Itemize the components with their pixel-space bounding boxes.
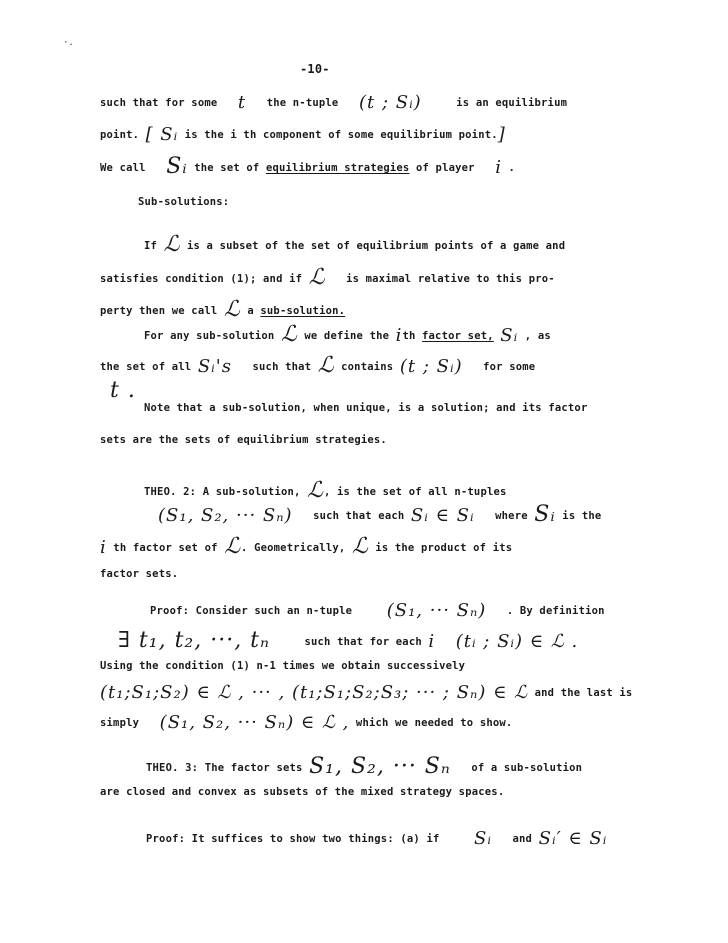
text-line xyxy=(158,502,601,527)
text-run: point. xyxy=(100,129,140,141)
text-run: where xyxy=(495,510,528,522)
script-l-symbol: ℒ xyxy=(307,478,324,503)
text-run: which we needed to show. xyxy=(355,717,513,729)
text-run: a xyxy=(247,305,254,317)
handwritten-symbol: Sᵢ xyxy=(500,325,519,346)
text-run: If xyxy=(144,240,158,252)
handwritten-symbol: (S₁, S₂, ··· Sₙ) xyxy=(158,505,293,526)
text-run: is a subset of the set of equilibrium points of a game and xyxy=(186,240,566,252)
script-l-symbol: ℒ xyxy=(351,534,369,559)
text-run: th factor set of xyxy=(113,542,218,554)
text-run: is the xyxy=(184,129,224,141)
handwritten-symbol: (S₁, S₂, ··· Sₙ) ∈ ℒ , xyxy=(159,712,350,733)
text-line: Using the condition (1) n-1 times we obtain successively xyxy=(100,660,466,672)
text-line xyxy=(146,828,607,849)
handwritten-symbol: i xyxy=(395,325,403,346)
handwritten-symbol: Sᵢ xyxy=(160,124,179,145)
text-line xyxy=(144,232,565,257)
text-run: contains xyxy=(341,361,394,373)
section-heading: Sub-solutions: xyxy=(138,196,230,208)
script-l-symbol: ℒ xyxy=(224,534,242,559)
handwritten-symbol: (t₁;S₁;S₂) ∈ ℒ , ··· , (t₁;S₁;S₂;S₃; ··· ; Sₙ) ∈ ℒ xyxy=(100,682,529,703)
text-run: simply xyxy=(100,717,140,729)
text-line xyxy=(100,124,506,145)
text-run: and the last is xyxy=(534,687,633,699)
text-line xyxy=(100,297,345,322)
text-run: . Geometrically, xyxy=(241,542,346,554)
text-run: the set of xyxy=(194,162,260,174)
text-run: perty then we call xyxy=(100,305,218,317)
theorem-label: THEO. 3: xyxy=(146,762,199,774)
text-run: It suffices to show two things: (a) if xyxy=(191,833,440,845)
text-run: A sub-solution, xyxy=(202,486,301,498)
handwritten-symbol: Sᵢ xyxy=(534,502,556,527)
handwritten-symbol: Sᵢ xyxy=(474,828,492,849)
text-run: the set of all xyxy=(100,361,192,373)
handwritten-symbol: Sᵢ′ ∈ Sᵢ xyxy=(538,828,608,849)
text-run: Consider such an n-tuple xyxy=(195,605,353,617)
text-run: is the xyxy=(562,510,602,522)
text-line xyxy=(110,378,136,403)
handwritten-symbol: i xyxy=(495,157,502,178)
script-l-symbol: ℒ xyxy=(280,322,298,347)
handwritten-symbol: Sᵢ's xyxy=(197,356,232,377)
text-run: is the product of its xyxy=(375,542,513,554)
proof-label: Proof: xyxy=(146,833,186,845)
text-line: sets are the sets of equilibrium strategies. xyxy=(100,434,387,446)
text-run: is an equilibrium xyxy=(456,97,568,109)
handwritten-symbol: t . xyxy=(110,378,136,403)
text-run: such that for some xyxy=(100,97,218,109)
handwritten-symbol: i xyxy=(100,537,107,558)
text-line xyxy=(144,478,507,503)
text-run: we define the xyxy=(304,330,390,342)
handwritten-symbol: S₁, S₂, ··· Sₙ xyxy=(309,754,451,779)
text-line: are closed and convex as subsets of the mixed strategy spaces. xyxy=(100,786,505,798)
text-line: Note that a sub-solution, when unique, is a solution; and its factor xyxy=(144,402,588,414)
theorem-label: THEO. 2: xyxy=(144,486,197,498)
text-run: for some xyxy=(483,361,536,373)
script-l-symbol: ℒ xyxy=(163,232,181,257)
text-run: i th component of some equilibrium point. xyxy=(230,129,498,141)
text-run: such that each xyxy=(313,510,405,522)
text-line xyxy=(100,534,512,559)
script-l-symbol: ℒ xyxy=(308,265,326,290)
handwritten-symbol: [ xyxy=(145,124,154,145)
text-run: For any sub-solution xyxy=(144,330,275,342)
text-run: the n-tuple xyxy=(266,97,339,109)
text-run: and xyxy=(512,833,533,845)
handwritten-symbol: i xyxy=(428,631,436,652)
handwritten-symbol: t xyxy=(237,92,247,113)
margin-mark: ·. xyxy=(63,38,74,48)
text-run: is maximal relative to this pro- xyxy=(346,273,555,285)
text-run: of player xyxy=(415,162,475,174)
handwritten-symbol: (S₁, ··· Sₙ) xyxy=(386,600,487,621)
script-l-symbol: ℒ xyxy=(223,297,241,322)
text-line: We call Sᵢ the set of equilibrium strategies of player i . xyxy=(100,154,516,179)
text-run: th xyxy=(402,330,416,342)
script-l-symbol: ℒ xyxy=(317,353,335,378)
text-line xyxy=(146,754,582,779)
text-line xyxy=(100,92,567,113)
text-line xyxy=(150,600,605,621)
text-line xyxy=(118,628,578,653)
text-line xyxy=(100,712,512,733)
handwritten-symbol: (t ; Sᵢ) xyxy=(399,356,463,377)
handwritten-symbol: (t ; Sᵢ) xyxy=(358,92,422,113)
handwritten-symbol: (tᵢ ; Sᵢ) ∈ ℒ . xyxy=(455,631,579,652)
proof-label: Proof: xyxy=(150,605,190,617)
text-run: of a sub-solution xyxy=(471,762,583,774)
handwritten-symbol: Sᵢ ∈ Sᵢ xyxy=(410,505,475,526)
text-run: . By definition xyxy=(506,605,605,617)
handwritten-symbol: ∃ t₁, t₂, ···, tₙ xyxy=(118,628,270,653)
text-line xyxy=(100,265,555,290)
text-line: factor sets. xyxy=(100,568,179,580)
underlined-term: sub-solution. xyxy=(260,305,346,317)
page-number: -10- xyxy=(300,62,330,76)
text-line xyxy=(100,353,535,378)
text-run: We call xyxy=(100,162,146,174)
text-line xyxy=(144,322,551,347)
text-run: such that for each xyxy=(304,636,422,648)
text-line xyxy=(100,682,632,703)
underlined-term: factor set, xyxy=(422,330,494,342)
text-run: such that xyxy=(252,361,312,373)
text-run: , as xyxy=(524,330,551,342)
text-run: , is the set of all n-tuples xyxy=(323,486,507,498)
handwritten-symbol: ] xyxy=(497,124,506,145)
text-run: The factor sets xyxy=(204,762,303,774)
text-run: satisfies condition (1); and if xyxy=(100,273,303,285)
underlined-term: equilibrium strategies xyxy=(265,162,410,174)
handwritten-symbol: Sᵢ xyxy=(166,154,188,179)
